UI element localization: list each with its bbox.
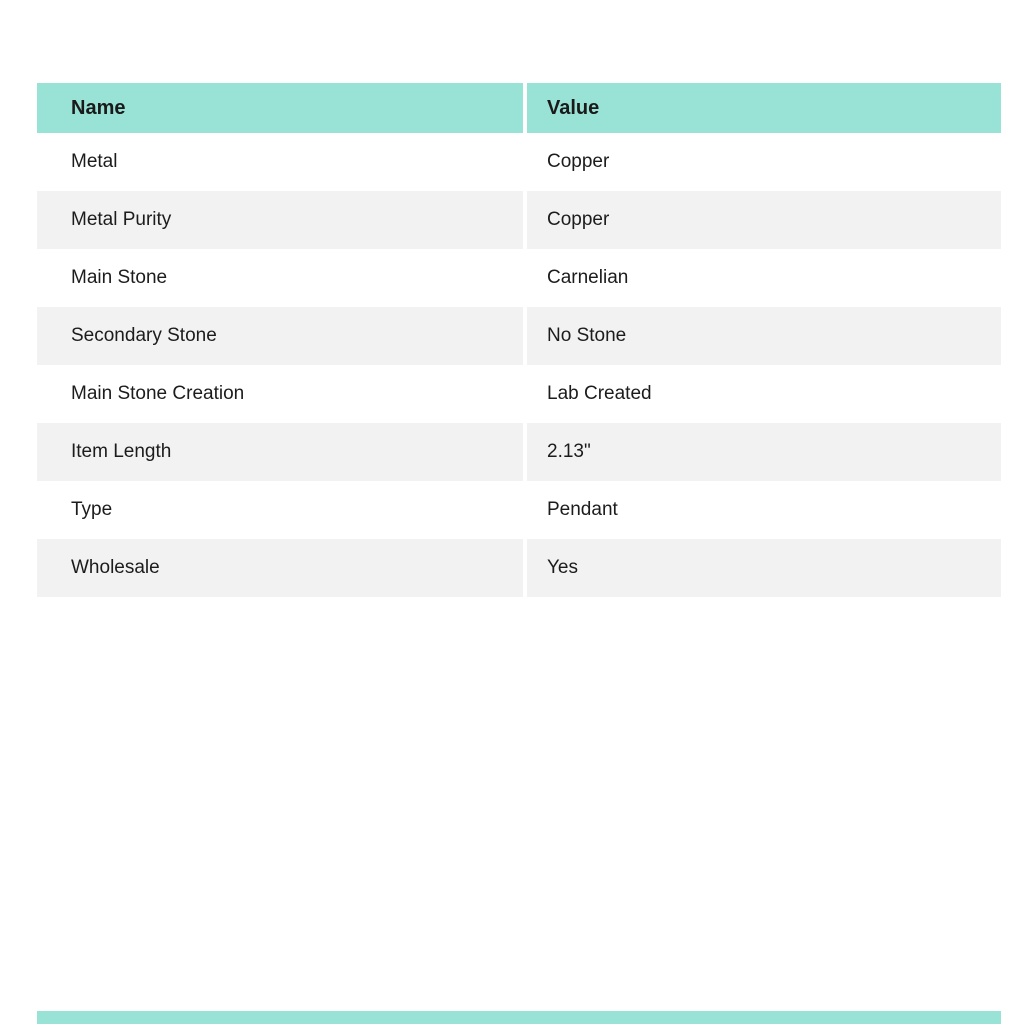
table-row bbox=[37, 307, 1001, 365]
table-row bbox=[37, 191, 1001, 249]
row-value-cell: Yes bbox=[527, 539, 1001, 597]
row-value-cell: Copper bbox=[527, 133, 1001, 191]
row-name-cell: Wholesale bbox=[37, 539, 523, 597]
table-row bbox=[37, 539, 1001, 597]
row-value-cell: Pendant bbox=[527, 481, 1001, 539]
row-value-cell: 2.13" bbox=[527, 423, 1001, 481]
table-row bbox=[37, 481, 1001, 539]
column-header-value: Value bbox=[527, 83, 1001, 133]
row-name-cell: Secondary Stone bbox=[37, 307, 523, 365]
table-row bbox=[37, 423, 1001, 481]
row-name-cell: Metal Purity bbox=[37, 191, 523, 249]
row-name-cell: Main Stone bbox=[37, 249, 523, 307]
row-name-cell: Item Length bbox=[37, 423, 523, 481]
partial-table-header-bottom bbox=[37, 1011, 1001, 1024]
row-name-cell: Metal bbox=[37, 133, 523, 191]
row-value-cell: Lab Created bbox=[527, 365, 1001, 423]
row-name-cell: Main Stone Creation bbox=[37, 365, 523, 423]
column-header-name: Name bbox=[37, 83, 523, 133]
product-specs-table bbox=[37, 83, 1001, 597]
table-row bbox=[37, 365, 1001, 423]
row-value-cell: No Stone bbox=[527, 307, 1001, 365]
row-value-cell: Copper bbox=[527, 191, 1001, 249]
table-body bbox=[37, 133, 1001, 597]
table-row bbox=[37, 249, 1001, 307]
table-row bbox=[37, 133, 1001, 191]
row-name-cell: Type bbox=[37, 481, 523, 539]
table-header-row bbox=[37, 83, 1001, 133]
row-value-cell: Carnelian bbox=[527, 249, 1001, 307]
